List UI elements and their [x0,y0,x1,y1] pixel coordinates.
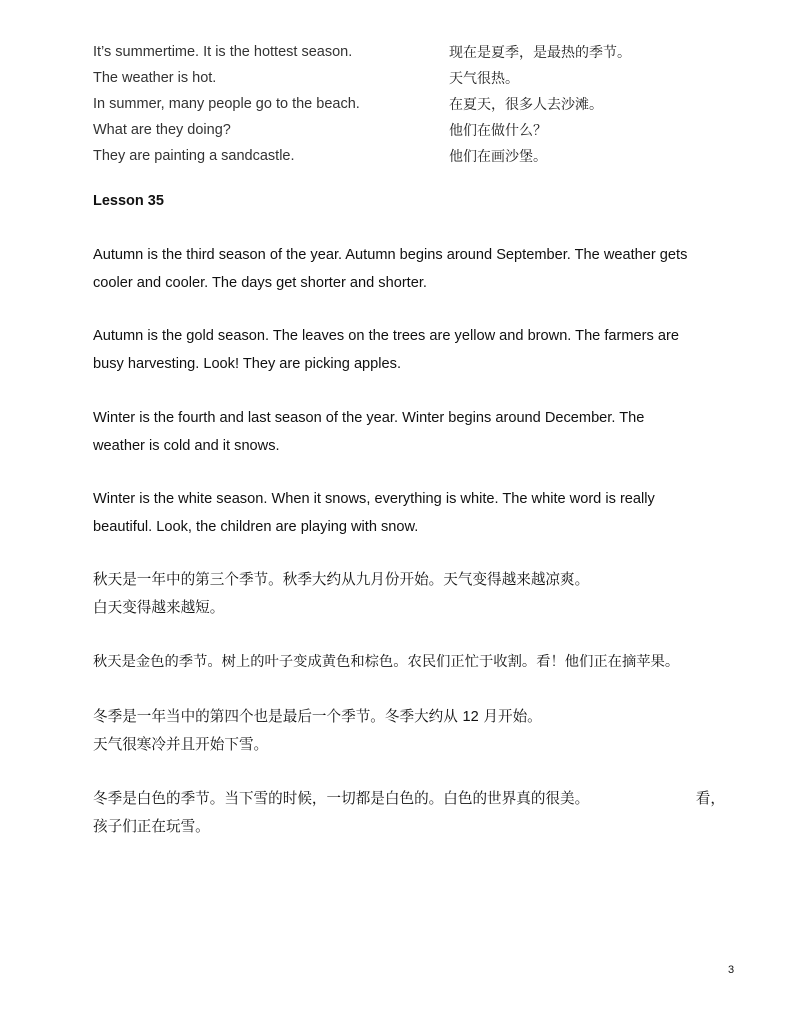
bilingual-sentence-list [93,39,733,169]
paragraph-line: 秋天是金色的季节。树上的叶子变成黄色和棕色。农民们正忙于收割。看！他们正在摘苹果。 [93,654,680,670]
paragraph-line [93,703,738,731]
chinese-sentence: 现在是夏季，是最热的季节。 [449,45,631,61]
english-sentence: What are they doing? [93,122,231,138]
paragraph-line: Autumn is the gold season. The leaves on the trees are yellow and brown. The farmers are [93,328,679,344]
paragraph-line: weather is cold and it snows. [93,438,280,454]
sentence-pair [93,117,733,143]
chinese-sentence: 他们在做什么？ [449,123,547,139]
paragraph-line: beautiful. Look, the children are playing with snow. [93,519,419,535]
english-paragraph [93,241,738,297]
sentence-pair [93,65,733,91]
paragraph-line: Winter is the fourth and last season of the year. Winter begins around December. The [93,410,645,426]
paragraph-line [93,785,725,813]
english-sentence: In summer, many people go to the beach. [93,96,360,112]
paragraph-line: Autumn is the third season of the year. Autumn begins around September. The weather gets [93,247,688,263]
paragraph-line: 秋天是一年中的第三个季节。秋季大约从九月份开始。天气变得越来越凉爽。 [93,571,590,588]
paragraph-text: 冬季是白色的季节。当下雪的时候，一切都是白色的。白色的世界真的很美。 [93,790,590,807]
chinese-sentence: 在夏天，很多人去沙滩。 [449,97,603,113]
paragraph-line: Winter is the white season. When it snows, everything is white. The white word is really [93,491,655,507]
chinese-paragraph [93,566,738,622]
paragraph-line: busy harvesting. Look! They are picking apples. [93,356,402,372]
paragraph-text: 冬季是一年当中的第四个也是最后一个季节。冬季大约从 [93,708,458,725]
chinese-sentence: 天气很热。 [449,71,519,87]
english-paragraph [93,322,738,378]
page-number: 3 [728,964,735,976]
english-paragraph [93,404,738,460]
sentence-pair [93,143,733,169]
paragraph-line: 孩子们正在玩雪。 [93,818,210,835]
paragraph-line: cooler and cooler. The days get shorter and shorter. [93,275,427,291]
chinese-sentence: 他们在画沙堡。 [449,149,547,165]
english-paragraph [93,485,738,541]
paragraph-line: 白天变得越来越短。 [93,599,225,616]
month-number: 12 [462,709,479,725]
sentence-pair [93,39,733,65]
chinese-paragraph [93,648,738,676]
english-sentence: It’s summertime. It is the hottest season. [93,44,353,60]
lesson-heading: Lesson 35 [93,193,164,209]
paragraph-text: 月开始。 [483,708,542,725]
sentence-pair [93,91,733,117]
english-sentence: They are painting a sandcastle. [93,148,295,164]
paragraph-line: 天气很寒冷并且开始下雪。 [93,736,269,753]
paragraph-text: 看， [695,790,725,807]
english-sentence: The weather is hot. [93,70,217,86]
chinese-paragraph [93,785,738,841]
chinese-paragraph [93,703,738,759]
